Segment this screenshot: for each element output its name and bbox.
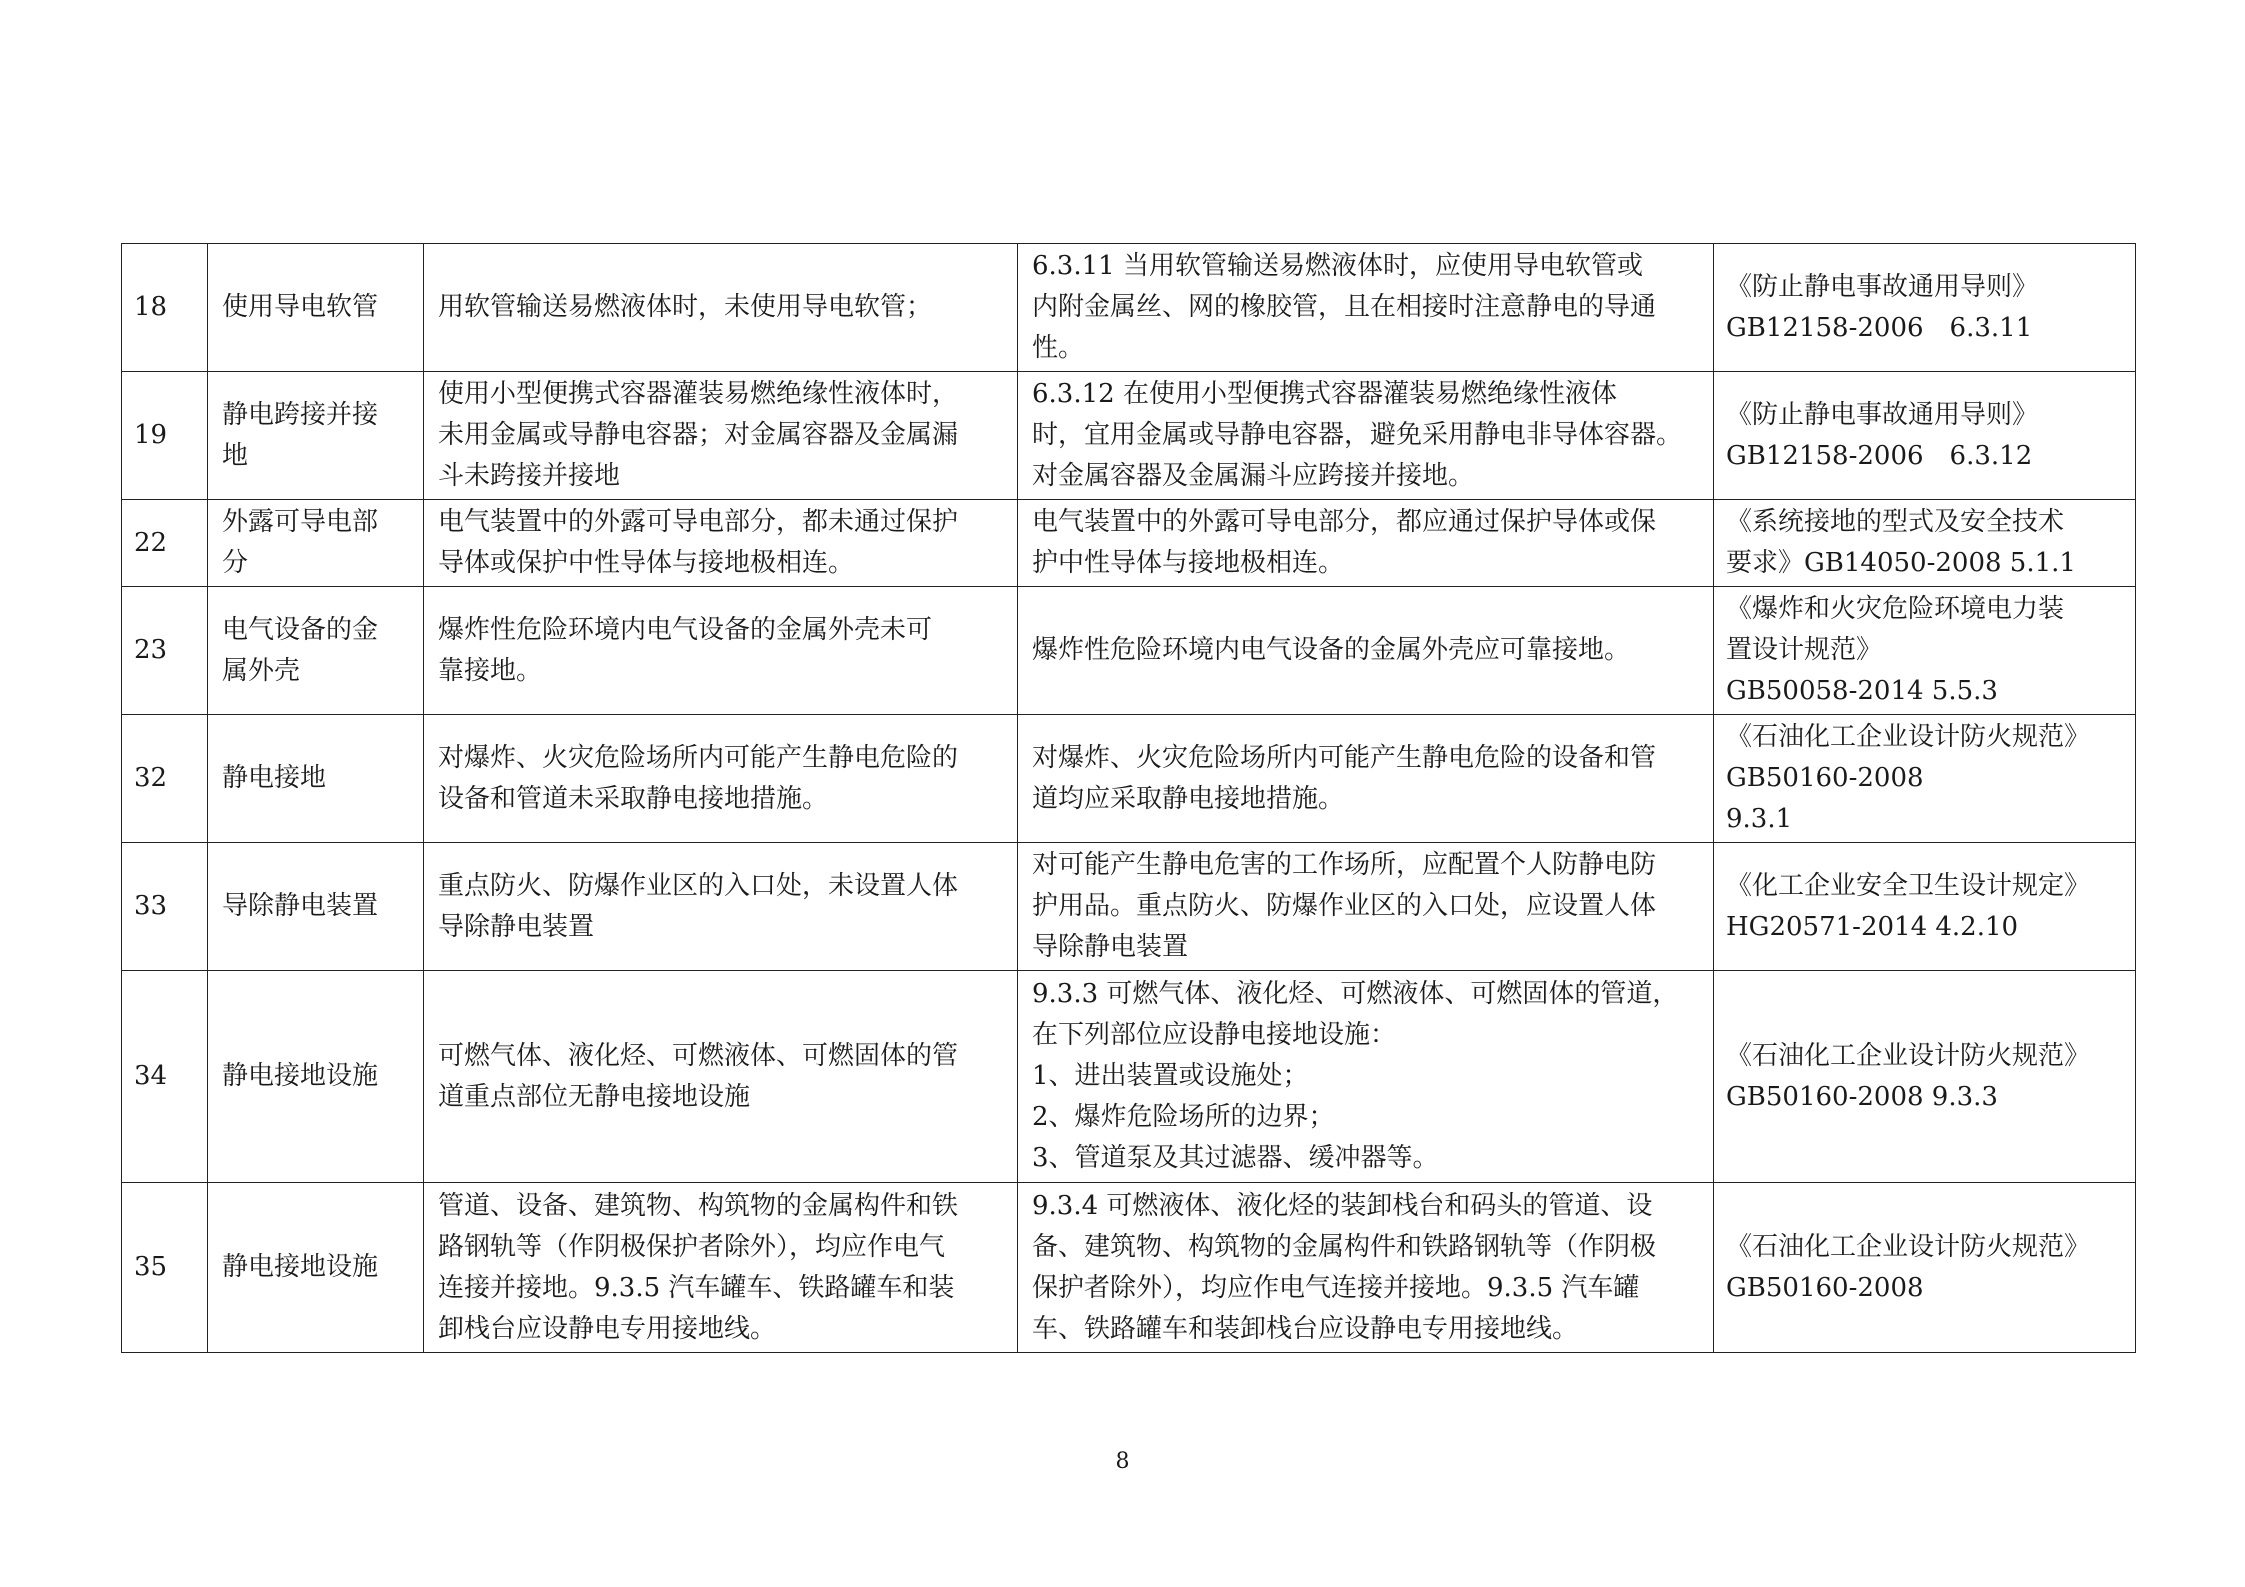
problem-description-cell [424,500,1018,587]
table-row [122,715,2136,843]
problem-description-cell [424,587,1018,715]
cell-line: 电气装置中的外露可导电部分，都应通过保护导体或保 [1032,507,1657,537]
cell-line: 9.3.1 [1726,804,1793,834]
cell-line: GB50160-2008 [1726,1272,1924,1303]
cell-line: 备、建筑物、构筑物的金属构件和铁路钢轨等（作阴极 [1032,1231,1657,1262]
table-row [122,587,2136,715]
cell-line: 路钢轨等（作阴极保护者除外），均应作电气 [438,1231,946,1262]
cell-line: 靠接地。 [438,655,543,686]
cell-line: 《爆炸和火灾危险环境电力装 [1726,594,2065,624]
cell-line: 重点防火、防爆作业区的入口处，未设置人体 [438,870,959,901]
cell-line: 使用小型便携式容器灌装易燃绝缘性液体时， [438,379,959,409]
requirement-cell [1018,500,1714,587]
cell-line: 设备和管道未采取静电接地措施。 [438,783,829,814]
cell-line: 未用金属或导静电容器；对金属容器及金属漏 [438,420,959,450]
cell-line: 2、爆炸危险场所的边界； [1032,1102,1335,1132]
reference-standard-cell [1714,587,2136,715]
cell-line: 《石油化工企业设计防火规范》 [1726,1231,2091,1262]
regulation-table [121,243,2136,1353]
cell-line: 《系统接地的型式及安全技术 [1726,507,2065,537]
requirement-cell [1018,244,1714,372]
requirement-cell [1018,1183,1714,1353]
cell-line: 《石油化工企业设计防火规范》 [1726,722,2091,752]
cell-line: 护中性导体与接地极相连。 [1032,548,1345,578]
cell-line: GB12158-2006 6.3.12 [1726,440,2033,471]
cell-line: 斗未跨接并接地 [438,461,621,491]
table-row [122,372,2136,500]
item-number-cell: 32 [122,715,208,843]
item-number-cell: 23 [122,587,208,715]
table-row [122,244,2136,372]
cell-line: 内附金属丝、网的橡胶管，且在相接时注意静电的导通 [1032,292,1657,322]
cell-line: 地 [222,440,249,471]
cell-line: 对爆炸、火灾危险场所内可能产生静电危险的设备和管 [1032,742,1657,773]
item-number-cell: 19 [122,372,208,500]
cell-line: 用软管输送易燃液体时，未使用导电软管； [438,292,933,322]
reference-standard-cell [1714,971,2136,1183]
item-number-cell: 33 [122,843,208,971]
cell-line: 《防止静电事故通用导则》 [1726,271,2039,302]
cell-line: 导体或保护中性导体与接地极相连。 [438,548,855,578]
item-number-cell: 35 [122,1183,208,1353]
cell-line: 护用品。重点防火、防爆作业区的入口处，应设置人体 [1032,891,1657,921]
cell-line: 道均应采取静电接地措施。 [1032,783,1345,814]
cell-line: 导除静电装置 [1032,932,1189,962]
reference-standard-cell [1714,715,2136,843]
cell-line: GB50160-2008 [1726,763,1924,793]
cell-line: 卸栈台应设静电专用接地线。 [438,1313,777,1344]
cell-line: GB12158-2006 6.3.11 [1726,312,2033,343]
cell-line: 在下列部位应设静电接地设施： [1032,1020,1397,1050]
cell-line: 静电接地设施 [222,1061,379,1091]
cell-line: 置设计规范》 [1726,635,1883,665]
cell-line: 对金属容器及金属漏斗应跨接并接地。 [1032,461,1475,491]
cell-line: 爆炸性危险环境内电气设备的金属外壳应可靠接地。 [1032,635,1631,665]
item-name-cell [208,500,424,587]
cell-line: 连接并接地。9.3.5 汽车罐车、铁路罐车和装 [438,1272,955,1303]
cell-line: GB50160-2008 9.3.3 [1726,1081,1998,1112]
cell-line: 管道、设备、建筑物、构筑物的金属构件和铁 [438,1190,959,1221]
cell-line: 3、管道泵及其过滤器、缓冲器等。 [1032,1143,1439,1173]
item-name-cell [208,843,424,971]
reference-standard-cell [1714,1183,2136,1353]
problem-description-cell [424,372,1018,500]
cell-line: 导除静电装置 [222,891,379,921]
table-row [122,843,2136,971]
item-name-cell [208,715,424,843]
cell-line: 属外壳 [222,655,301,686]
item-name-cell [208,971,424,1183]
cell-line: 外露可导电部 [222,507,379,537]
cell-line: 分 [222,548,249,578]
table-row [122,971,2136,1183]
cell-line: 《化工企业安全卫生设计规定》 [1726,870,2091,901]
cell-line: 导除静电装置 [438,911,595,942]
problem-description-cell [424,1183,1018,1353]
cell-line: 保护者除外），均应作电气连接并接地。9.3.5 汽车罐 [1032,1272,1640,1303]
cell-line: 电气设备的金 [222,614,379,645]
table-body [122,244,2136,1353]
requirement-cell [1018,971,1714,1183]
cell-line: 9.3.3 可燃气体、液化烃、可燃液体、可燃固体的管道， [1032,979,1679,1009]
cell-line: 1、进出装置或设施处； [1032,1061,1309,1091]
problem-description-cell [424,971,1018,1183]
cell-line: 6.3.12 在使用小型便携式容器灌装易燃绝缘性液体 [1032,379,1617,409]
reference-standard-cell [1714,843,2136,971]
cell-line: 对爆炸、火灾危险场所内可能产生静电危险的 [438,742,959,773]
problem-description-cell [424,843,1018,971]
reference-standard-cell [1714,244,2136,372]
cell-line: 要求》GB14050-2008 5.1.1 [1726,548,2076,578]
problem-description-cell [424,244,1018,372]
table-row [122,500,2136,587]
cell-line: 性。 [1032,333,1085,363]
cell-line: 《石油化工企业设计防火规范》 [1726,1040,2091,1071]
page-number: 8 [1115,1449,1130,1474]
item-name-cell [208,244,424,372]
cell-line: 静电接地 [222,763,327,793]
cell-line: 6.3.11 当用软管输送易燃液体时，应使用导电软管或 [1032,251,1643,281]
cell-line: 静电接地设施 [222,1252,379,1282]
cell-line: 静电跨接并接 [222,399,379,430]
item-name-cell [208,372,424,500]
problem-description-cell [424,715,1018,843]
table-row [122,1183,2136,1353]
cell-line: 9.3.4 可燃液体、液化烃的装卸栈台和码头的管道、设 [1032,1190,1653,1221]
item-number-cell: 22 [122,500,208,587]
cell-line: 电气装置中的外露可导电部分，都未通过保护 [438,507,959,537]
cell-line: 可燃气体、液化烃、可燃液体、可燃固体的管 [438,1040,959,1071]
requirement-cell [1018,843,1714,971]
cell-line: HG20571-2014 4.2.10 [1726,911,2019,942]
item-number-cell: 34 [122,971,208,1183]
cell-line: 《防止静电事故通用导则》 [1726,399,2039,430]
cell-line: GB50058-2014 5.5.3 [1726,676,1998,706]
cell-line: 使用导电软管 [222,292,379,322]
cell-line: 车、铁路罐车和装卸栈台应设静电专用接地线。 [1032,1313,1579,1344]
item-number-cell: 18 [122,244,208,372]
requirement-cell [1018,372,1714,500]
item-name-cell [208,1183,424,1353]
cell-line: 时，宜用金属或导静电容器，避免采用静电非导体容器。 [1032,420,1683,450]
reference-standard-cell [1714,500,2136,587]
cell-line: 道重点部位无静电接地设施 [438,1081,751,1112]
reference-standard-cell [1714,372,2136,500]
cell-line: 爆炸性危险环境内电气设备的金属外壳未可 [438,614,933,645]
item-name-cell [208,587,424,715]
requirement-cell [1018,715,1714,843]
requirement-cell [1018,587,1714,715]
cell-line: 对可能产生静电危害的工作场所，应配置个人防静电防 [1032,850,1657,880]
